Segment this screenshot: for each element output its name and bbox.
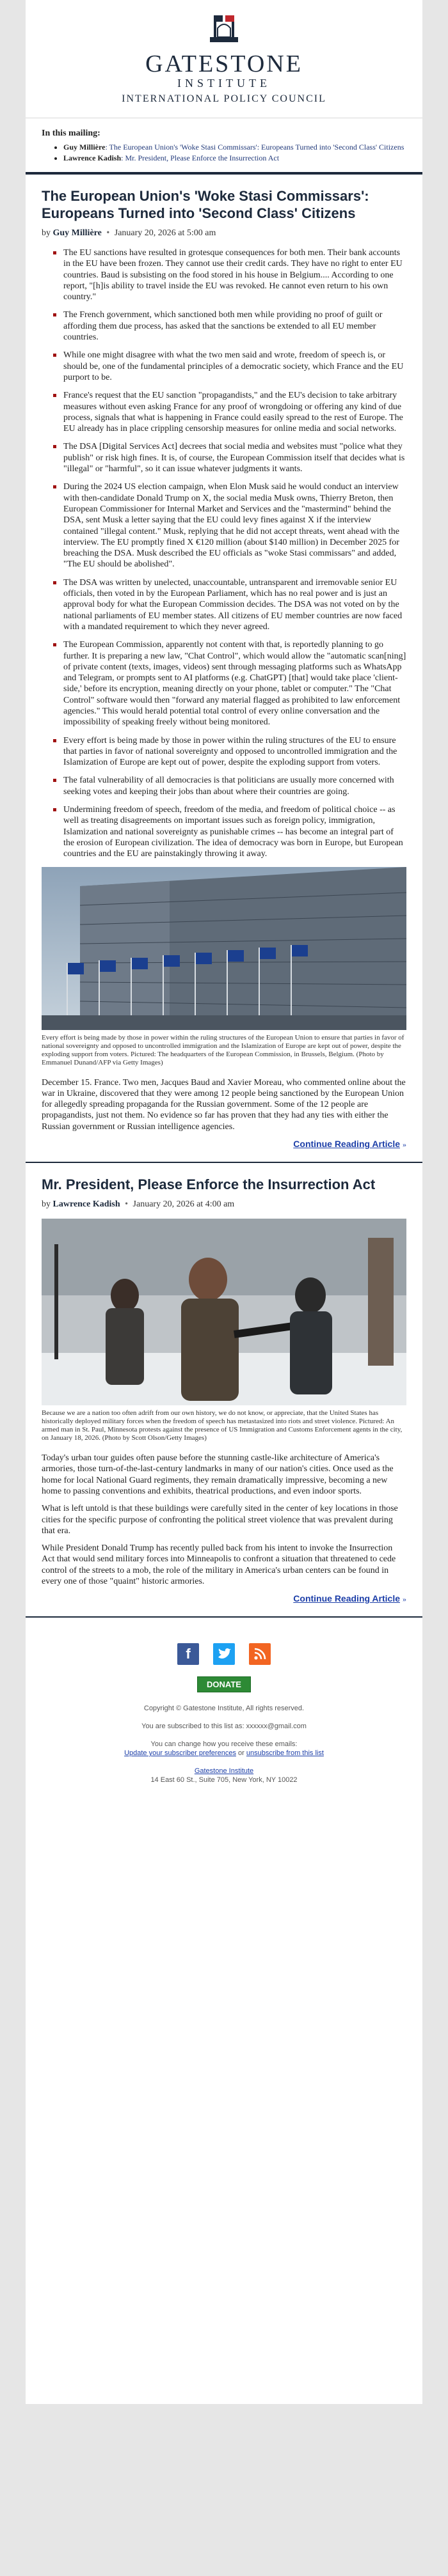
- article-bullet: The EU sanctions have resulted in grotesque consequences for both men. Their bank accounts in the EU have been frozen. They cannot use their credit cards. They have no right to enter EU countries. Baud is subsisting on the food stored in his house in Belgium.... According to one report, "[h]is ability to travel inside the EU was revoked. He cannot even return to his own country.": [63, 247, 406, 302]
- article-photo-protester: [42, 1219, 406, 1405]
- mailing-item: [63, 153, 406, 163]
- article-bullet: The fatal vulnerability of all democracies is that politicians are usually more concerned with seeking votes and keeping their jobs than about where their countries are going.: [63, 775, 406, 797]
- article-bullet: The DSA was written by unelected, unaccountable, untransparent and irremovable senior EU officials, then voted in by the European Parliament, which has no real power and is just an approval body for what the European Commission decides. The DSA was not voted on by the national parliaments of EU member states. All citizens of EU member countries are now faced with a mandated requirement to which they never agreed.: [63, 577, 406, 632]
- byline-by: by: [42, 228, 51, 238]
- mailing-item-link[interactable]: : The European Union's 'Woke Stasi Commissars': Europeans Turned into 'Second Class' Citizens: [105, 143, 404, 152]
- mailing-item-author: Guy Millière: [63, 143, 106, 152]
- article-author[interactable]: Lawrence Kadish: [52, 1199, 120, 1210]
- mailing-item: [63, 143, 406, 152]
- gatestone-logo-icon[interactable]: [209, 14, 239, 43]
- article-paragraph: While President Donald Trump has recently pulled back from his intent to invoke the Insurrection Act that would send military forces into Minneapolis to confront a situation that threatened to cede control of the streets to a mob, the role of the military in America's urban centers can be found in every one of those "quaint" historic armories.: [42, 1543, 396, 1586]
- article-date: January 20, 2026 at 4:00 am: [132, 1199, 235, 1210]
- twitter-icon[interactable]: [213, 1643, 235, 1665]
- continue-arrow-icon[interactable]: »: [403, 1595, 406, 1604]
- footer-subscribed: You are subscribed to this list as: xxxxxx@gmail.com: [141, 1722, 307, 1731]
- article-byline: [42, 228, 406, 238]
- continue-arrow-icon[interactable]: »: [403, 1140, 406, 1150]
- footer-or: or: [236, 1749, 246, 1758]
- article-bullet: The European Commission, apparently not content with that, is reportedly planning to go further. It is preparing a new law, "Chat Control", which would allow the "automatic scan[ning] of private content (texts, images, videos) sent through messaging platforms such as WhatsApp and Telegram, or prompts sent to AI platforms (e.g. ChatGPT) [that] would take place 'client-side,' before its encryption, meaning directly on your phone, tablet or computer." The "Chat Control" software would then "forward any material flagged as prohibited to law enforcement agencies." This would herald potential total control of every online conversation and the impossibility of speaking freely without being monitored.: [63, 640, 406, 728]
- article-bullet: Every effort is being made by those in power within the ruling structures of the EU to ensure that parties in favor of national sovereignty and opposed to uncontrolled immigration and the Islamization of Europe are kept out of power, despite the exploding support from voters.: [63, 735, 406, 769]
- footer-change-line: You can change how you receive these emails:: [150, 1740, 298, 1749]
- email-container: [26, 0, 422, 2404]
- continue-reading-link[interactable]: Continue Reading Article: [293, 1139, 400, 1150]
- continue-reading-link[interactable]: Continue Reading Article: [293, 1593, 400, 1604]
- footer-links: [26, 1749, 422, 1758]
- protest-image-icon: [42, 1219, 406, 1405]
- article-bullet: While one might disagree with what the two men said and wrote, freedom of speech is, or should be, one of the fundamental principles of a democratic society, which France and the EU purport to be.: [63, 350, 406, 383]
- logo-wordmark[interactable]: GATESTONE: [145, 51, 303, 77]
- facebook-icon[interactable]: f: [177, 1643, 199, 1665]
- article-photo-eu-headquarters: [42, 867, 406, 1030]
- article-date: January 20, 2026 at 5:00 am: [114, 228, 216, 238]
- article-bullet: The French government, which sanctioned both men while providing no proof of guilt or affording them due process, has asked that the sanctions be extended to all EU member countries.: [63, 309, 406, 343]
- footer-text: [26, 1704, 422, 1784]
- byline-separator: •: [125, 1199, 129, 1210]
- byline-by: by: [42, 1199, 51, 1210]
- photo-caption: Because we are a nation too often adrift from our own history, we do not know, or appreciate, that the United States has historically deployed military forces when the freedom of speech has metastasized into riots and street violence. Pictured: An armed man in St. Paul, Minnesota protests against the presence of US Immigration and Customs Enforcement agents in the city, on January 18, 2026. (Photo by Scott Olson/Getty Images): [42, 1409, 403, 1442]
- footer-org-link[interactable]: Gatestone Institute: [194, 1767, 254, 1776]
- mailing-heading: In this mailing:: [42, 129, 100, 138]
- article-1: [26, 175, 422, 1150]
- donate-row: [26, 1673, 422, 1704]
- article-title[interactable]: The European Union's 'Woke Stasi Commissars': Europeans Turned into 'Second Class' Citizens: [42, 188, 369, 221]
- article-paragraph: What is left untold is that these buildings were carefully sited in the center of key locations in those cities for the specific purpose of confronting the political street violence that was prevalent during that era.: [42, 1504, 398, 1536]
- logo-institute: INSTITUTE: [177, 77, 271, 90]
- social-links: [26, 1618, 422, 1673]
- article-bullet: Undermining freedom of speech, freedom of the media, and freedom of political choice -- as well as treating disagreements on important issues such as foreign policy, immigration, Islamization and national sovereignty as punishable crimes -- has become an integral part of the erosion of European civilization. The idea of democracy was born in Europe, but European countries and the EU are painstakingly throwing it away.: [63, 804, 406, 859]
- unsubscribe-link[interactable]: unsubscribe from this list: [246, 1749, 324, 1758]
- footer-copyright: Copyright © Gatestone Institute, All rights reserved.: [143, 1705, 305, 1713]
- mailing-item-author: Lawrence Kadish: [63, 153, 122, 162]
- article-bullet: The DSA [Digital Services Act] decrees that social media and websites must "police what they publish" or risk high fines. It is, of course, the European Commission itself that decides what is "illegal" or "harmful", so it can issue whatever judgments it wants.: [63, 441, 406, 474]
- rss-icon[interactable]: [249, 1643, 271, 1665]
- masthead: [26, 0, 422, 118]
- photo-caption: Every effort is being made by those in power within the ruling structures of the European Union to ensure that parties in favor of national sovereignty and opposed to uncontrolled immigration and the Islamization of Europe are kept out of power, despite the exploding support from voters. Pictured: The headquarters of the European Commission, in Brussels, Belgium. (Photo by Emmanuel Dunand/AFP via Getty Images): [42, 1033, 404, 1066]
- article-title[interactable]: Mr. President, Please Enforce the Insurrection Act: [42, 1176, 376, 1193]
- continue-reading: [42, 1139, 406, 1150]
- article-paragraph: Today's urban tour guides often pause before the stunning castle-like architecture of America's armories, those turn-of-the-last-century landmarks in many of our nation's cities. Once used as the home for local National Guard regiments, they remain dramatically impressive, becoming a new home to passing conventions and exhibits, theatrical productions, and even indoor sports.: [42, 1453, 394, 1496]
- article-byline: [42, 1199, 406, 1210]
- article-author[interactable]: Guy Millière: [52, 228, 102, 238]
- footer-address: 14 East 60 St., Suite 705, New York, NY 10022: [150, 1776, 298, 1784]
- donate-button[interactable]: DONATE: [197, 1676, 251, 1692]
- mailing-index: [26, 118, 422, 175]
- update-preferences-link[interactable]: Update your subscriber preferences: [124, 1749, 236, 1758]
- logo-tagline: INTERNATIONAL POLICY COUNCIL: [122, 93, 326, 104]
- article-2: [26, 1163, 422, 1605]
- continue-reading: [42, 1593, 406, 1605]
- mailing-item-link[interactable]: : Mr. President, Please Enforce the Insurrection Act: [121, 153, 280, 162]
- eu-building-image-icon: [42, 867, 406, 1030]
- article-bullet: France's request that the EU sanction "propagandists," and the EU's decision to take arbitrary measures without even asking France for any proof of wrongdoing or offering any kind of due process, signals that what is happening in France could easily spread to the rest of Europe. The EU already has in place crippling censorship measures for online media and social networks.: [63, 390, 406, 434]
- article-lead: December 15. France. Two men, Jacques Baud and Xavier Moreau, who commented online about the war in Ukraine, discovered that they were among 12 people being sanctioned by the European Union for allegedly spreading propaganda for the Russian government. Some of the 12 people are propagandists, just not them. No evidence so far has proven that they had any ties with either the Russian government or Russian intelligence agencies.: [42, 1077, 406, 1132]
- article-bullet: During the 2024 US election campaign, when Elon Musk said he would conduct an interview with then-candidate Donald Trump on X, the social media Musk owns, Thierry Breton, then European Commissioner for Internal Market and Services and the "mastermind" behind the DSA, sent Musk a letter saying that the EU could levy fines against X if the interview contained "illegal content." Musk, replying that he did not accept threats, went ahead with the interview. The EU promptly fined X €120 million (about $140 million) in December 2025 for breaching the DSA. Musk described the EU officials as "woke Stasi commissars" and added, "The EU should be abolished".: [63, 481, 406, 570]
- article-bullets: [42, 247, 406, 860]
- byline-separator: •: [106, 228, 110, 238]
